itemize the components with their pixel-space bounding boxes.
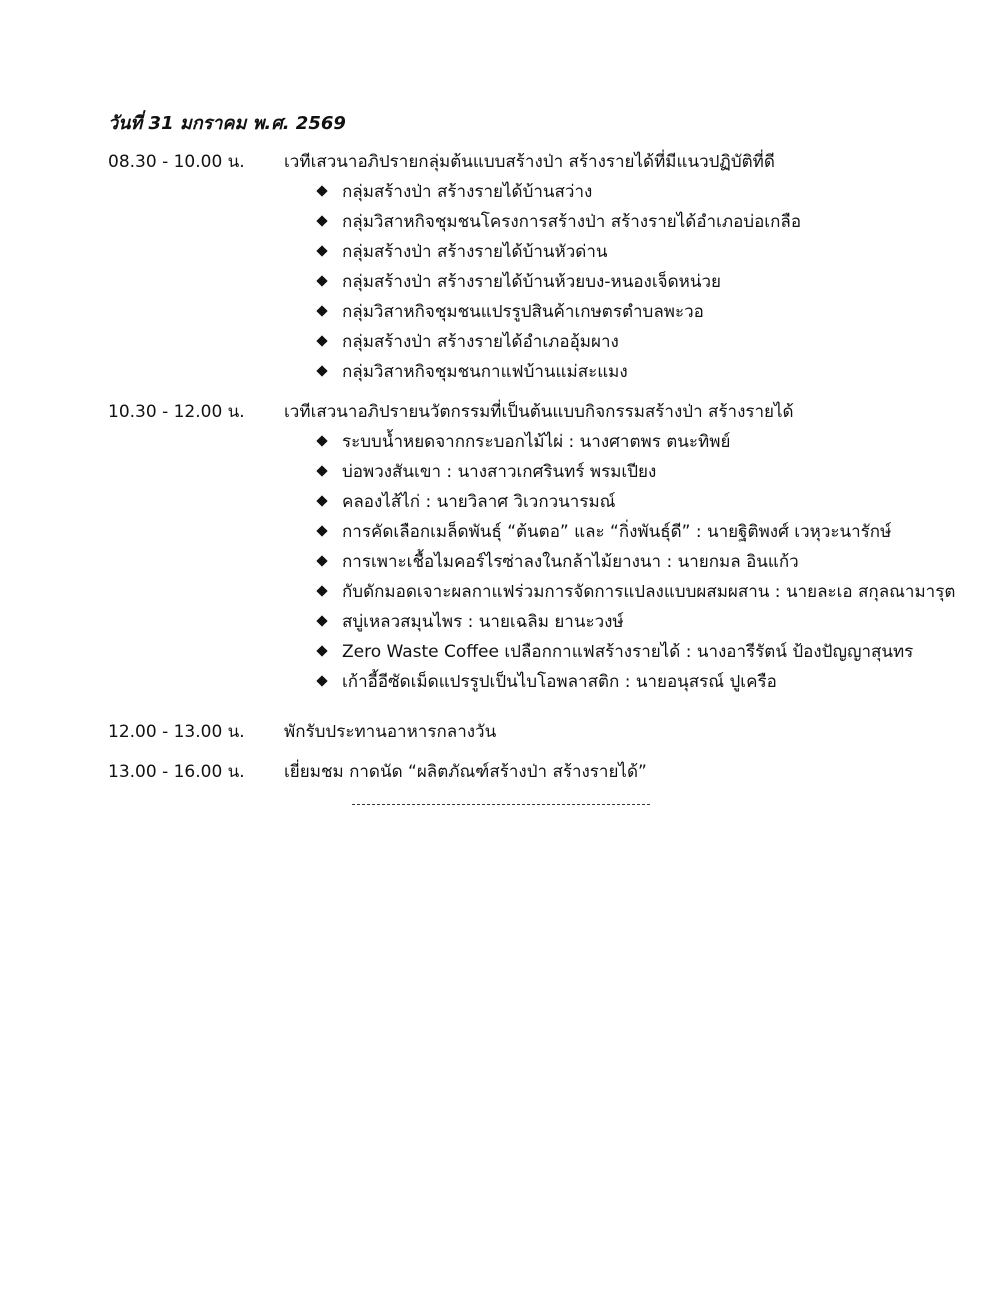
- session-title: พักรับประทานอาหารกลางวัน: [284, 722, 497, 742]
- list-item: กลุ่มสร้างป่า สร้างรายได้อำเภออุ้มผาง: [314, 330, 801, 360]
- session-title: เวทีเสวนาอภิปรายนวัตกรรมที่เป็นต้นแบบกิจกรรมสร้างป่า สร้างรายได้: [284, 402, 794, 422]
- diamond-bullet-icon: [316, 245, 327, 256]
- list-item: Zero Waste Coffee เปลือกกาแฟสร้างรายได้ : นางอารีรัตน์ ป้องปัญญาสุนทร: [314, 640, 955, 670]
- session-time: 12.00 - 13.00 น.: [108, 722, 245, 742]
- list-item: สบู่เหลวสมุนไพร : นายเฉลิม ยานะวงษ์: [314, 610, 955, 640]
- session-time: 10.30 - 12.00 น.: [108, 402, 245, 422]
- list-item: กลุ่มสร้างป่า สร้างรายได้บ้านห้วยบง-หนองเจ็ดหน่วย: [314, 270, 801, 300]
- diamond-bullet-icon: [316, 435, 327, 446]
- diamond-bullet-icon: [316, 215, 327, 226]
- list-item: คลองไส้ไก่ : นายวิลาศ วิเวกวนารมณ์: [314, 490, 955, 520]
- session-title: เยี่ยมชม กาดนัด “ผลิตภัณฑ์สร้างป่า สร้างรายได้”: [284, 762, 647, 782]
- list-item: กลุ่มสร้างป่า สร้างรายได้บ้านหัวด่าน: [314, 240, 801, 270]
- diamond-bullet-icon: [316, 525, 327, 536]
- diamond-bullet-icon: [316, 585, 327, 596]
- diamond-bullet-icon: [316, 185, 327, 196]
- session-item-list: [314, 180, 801, 390]
- diamond-bullet-icon: [316, 305, 327, 316]
- list-item: บ่อพวงสันเขา : นางสาวเกศรินทร์ พรมเปียง: [314, 460, 955, 490]
- diamond-bullet-icon: [316, 495, 327, 506]
- diamond-bullet-icon: [316, 335, 327, 346]
- session-item-list: [314, 430, 955, 700]
- diamond-bullet-icon: [316, 555, 327, 566]
- list-item: เก้าอี้อีซัดเม็ดแปรรูปเป็นไบโอพลาสติก : นายอนุสรณ์ ปูเครือ: [314, 670, 955, 700]
- list-item: ระบบน้ำหยดจากกระบอกไม้ไผ่ : นางศาตพร ตนะทิพย์: [314, 430, 955, 460]
- diamond-bullet-icon: [316, 675, 327, 686]
- list-item: กลุ่มวิสาหกิจชุมชนกาแฟบ้านแม่สะแมง: [314, 360, 801, 390]
- list-item: การคัดเลือกเมล็ดพันธุ์ “ต้นตอ” และ “กิ่งพันธุ์ดี” : นายฐิติพงศ์ เวหุวะนารักษ์: [314, 520, 955, 550]
- list-item: การเพาะเชื้อไมคอร์ไรซ่าลงในกล้าไม้ยางนา : นายกมล อินแก้ว: [314, 550, 955, 580]
- diamond-bullet-icon: [316, 365, 327, 376]
- list-item: กลุ่มวิสาหกิจชุมชนโครงการสร้างป่า สร้างรายได้อำเภอบ่อเกลือ: [314, 210, 801, 240]
- list-item: กลุ่มสร้างป่า สร้างรายได้บ้านสว่าง: [314, 180, 801, 210]
- list-item: กับดักมอดเจาะผลกาแฟร่วมการจัดการแปลงแบบผสมผสาน : นายละเอ สกุลณามารุต: [314, 580, 955, 610]
- diamond-bullet-icon: [316, 645, 327, 656]
- date-heading: วันที่ 31 มกราคม พ.ศ. 2569: [108, 113, 346, 134]
- diamond-bullet-icon: [316, 275, 327, 286]
- session-time: 08.30 - 10.00 น.: [108, 152, 245, 172]
- session-title: เวทีเสวนาอภิปรายกลุ่มต้นแบบสร้างป่า สร้างรายได้ที่มีแนวปฏิบัติที่ดี: [284, 152, 775, 172]
- diamond-bullet-icon: [316, 465, 327, 476]
- session-time: 13.00 - 16.00 น.: [108, 762, 245, 782]
- diamond-bullet-icon: [316, 615, 327, 626]
- end-divider: [352, 804, 650, 805]
- list-item: กลุ่มวิสาหกิจชุมชนแปรรูปสินค้าเกษตรตำบลพะวอ: [314, 300, 801, 330]
